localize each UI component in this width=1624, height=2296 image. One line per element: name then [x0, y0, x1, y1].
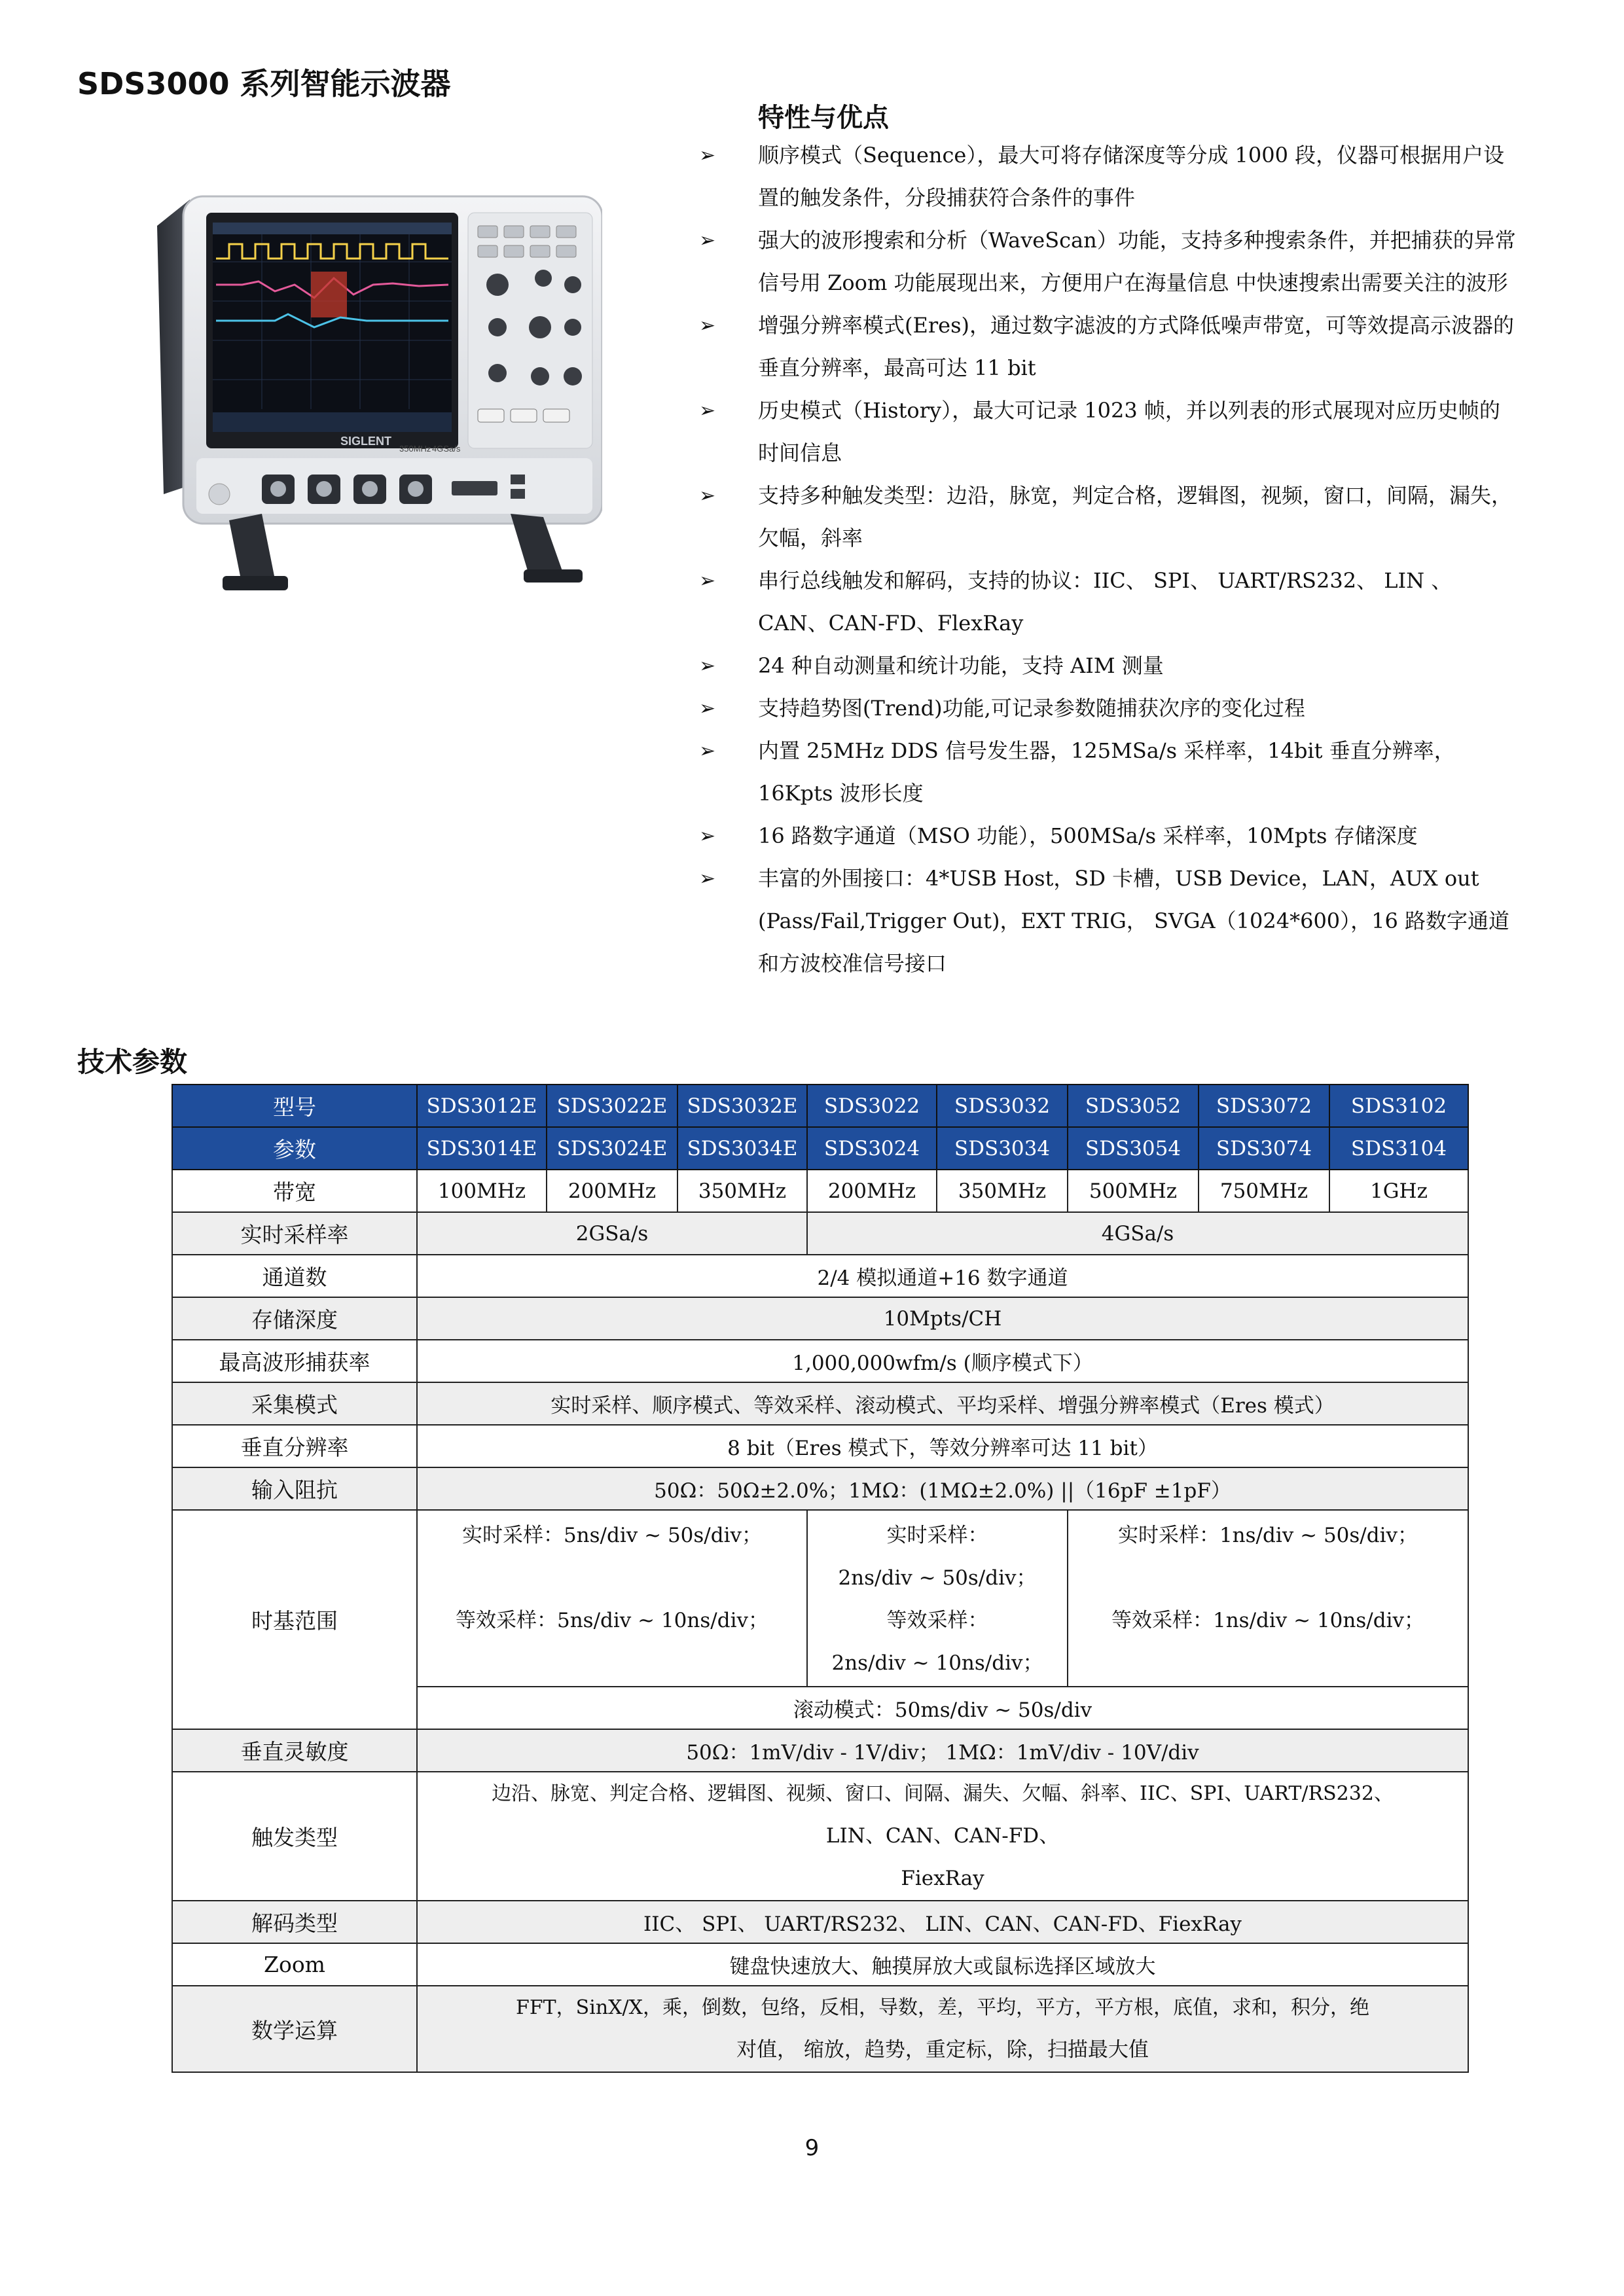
spec-heading: 技术参数 [77, 1046, 188, 1078]
table-row-timebase [172, 1510, 1468, 1687]
table-cell [417, 1772, 1468, 1901]
table-row-trigger-types [172, 1772, 1468, 1901]
feature-item [699, 134, 1521, 219]
table-row-channels [172, 1255, 1468, 1297]
table-row-vertical-sensitivity [172, 1729, 1468, 1772]
features-heading: 特性与优点 [758, 103, 889, 133]
table-cell: 200MHz [547, 1170, 677, 1212]
feature-item [699, 815, 1521, 857]
svg-text:4GSa/s: 4GSa/s [432, 444, 461, 454]
feature-text: 内置 25MHz DDS 信号发生器，125MSa/s 采样率，14bit 垂直分辨率，16Kpts 波形长度 [758, 738, 1455, 806]
row-label: 时基范围 [172, 1510, 417, 1729]
feature-item [699, 560, 1521, 645]
feature-item [699, 389, 1521, 475]
cell-line: 实时采样：5ns/div ~ 50s/div； [461, 1524, 763, 1547]
row-label: 最高波形捕获率 [172, 1340, 417, 1382]
table-cell: SDS3012E [417, 1085, 547, 1127]
oscilloscope-product-image [144, 187, 602, 612]
timebase-col-2 [807, 1510, 1068, 1687]
table-row-model [172, 1085, 1468, 1127]
cell-line: FFT，SinX/X，乘，倒数，包络，反相，导数，差，平均，平方，平方根，底值，求和，积分，绝 [516, 1996, 1369, 2019]
table-cell: 10Mpts/CH [417, 1297, 1468, 1340]
cell-line: 实时采样：1ns/div ~ 50s/div； [1117, 1524, 1418, 1547]
feature-item [699, 687, 1521, 730]
feature-item [699, 645, 1521, 687]
arrow-bullet-icon: ➢ [699, 144, 716, 167]
feature-item [699, 304, 1521, 389]
cell-line [418, 1642, 806, 1685]
table-cell: SDS3022E [547, 1085, 677, 1127]
table-cell: 键盘快速放大、触摸屏放大或鼠标选择区域放大 [417, 1943, 1468, 1986]
arrow-bullet-icon: ➢ [699, 314, 716, 337]
table-cell: SDS3072 [1199, 1085, 1329, 1127]
cell-line: 等效采样：1ns/div ~ 10ns/div； [1111, 1609, 1425, 1632]
table-cell [417, 1986, 1468, 2072]
row-label: 通道数 [172, 1255, 417, 1297]
feature-text: 支持趋势图(Trend)功能,可记录参数随捕获次序的变化过程 [758, 696, 1305, 721]
table-cell: 4GSa/s [807, 1212, 1468, 1255]
arrow-bullet-icon: ➢ [699, 740, 716, 762]
table-cell: 100MHz [417, 1170, 547, 1212]
feature-text: 串行总线触发和解码，支持的协议：IIC、 SPI、 UART/RS232、 LIN 、CAN、CAN-FD、FlexRay [758, 568, 1453, 636]
arrow-bullet-icon: ➢ [699, 697, 716, 720]
table-cell: 滚动模式：50ms/div ~ 50s/div [417, 1687, 1468, 1729]
table-row-param [172, 1127, 1468, 1170]
table-cell: SDS3032 [937, 1085, 1068, 1127]
table-cell: SDS3034E [677, 1127, 807, 1170]
table-cell: SDS3024 [807, 1127, 937, 1170]
row-label: 采集模式 [172, 1382, 417, 1425]
table-cell: SDS3074 [1199, 1127, 1329, 1170]
table-row-impedance [172, 1467, 1468, 1510]
table-cell: SDS3034 [937, 1127, 1068, 1170]
cell-line: 等效采样： [886, 1609, 988, 1632]
table-cell: 500MHz [1068, 1170, 1199, 1212]
cell-line: 边沿、脉宽、判定合格、逻辑图、视频、窗口、间隔、漏失、欠幅、斜率、IIC、SPI、UART/RS232、 [492, 1782, 1394, 1805]
feature-text: 顺序模式（Sequence），最大可将存储深度等分成 1000 段，仪器可根据用户设置的触发条件，分段捕获符合条件的事件 [758, 143, 1505, 210]
feature-list [699, 134, 1521, 985]
cell-line: 实时采样： [886, 1524, 988, 1547]
table-cell: 1,000,000wfm/s (顺序模式下） [417, 1340, 1468, 1382]
table-cell: SDS3014E [417, 1127, 547, 1170]
table-row-bandwidth [172, 1170, 1468, 1212]
arrow-bullet-icon: ➢ [699, 867, 716, 890]
arrow-bullet-icon: ➢ [699, 655, 716, 677]
cell-line: 2ns/div ~ 50s/div； [838, 1566, 1037, 1590]
table-cell: SDS3022 [807, 1085, 937, 1127]
table-row-sample-rate [172, 1212, 1468, 1255]
svg-text:350MHz: 350MHz [399, 444, 431, 454]
row-label: 参数 [172, 1127, 417, 1170]
feature-item [699, 475, 1521, 560]
page-number: 9 [804, 2135, 820, 2161]
cell-line: FiexRay [901, 1867, 984, 1890]
feature-text: 强大的波形搜索和分析（WaveScan）功能，支持多种搜索条件，并把捕获的异常信号用 Zoom 功能展现出来，方便用户在海量信息 中快速搜索出需要关注的波形 [758, 228, 1516, 295]
cell-line [1068, 1642, 1468, 1685]
table-cell: 1GHz [1329, 1170, 1468, 1212]
row-label: 存储深度 [172, 1297, 417, 1340]
row-label: 垂直分辨率 [172, 1425, 417, 1467]
table-cell: SDS3054 [1068, 1127, 1199, 1170]
cell-line: 2ns/div ~ 10ns/div； [831, 1651, 1043, 1675]
feature-text: 历史模式（History），最大可记录 1023 帧，并以列表的形式展现对应历史帧的时间信息 [758, 398, 1500, 465]
table-cell: 实时采样、顺序模式、等效采样、滚动模式、平均采样、增强分辨率模式（Eres 模式） [417, 1382, 1468, 1425]
row-label: 型号 [172, 1085, 417, 1127]
table-cell: 50Ω：1mV/div - 1V/div； 1MΩ：1mV/div - 10V/div [417, 1729, 1468, 1772]
table-cell: IIC、 SPI、 UART/RS232、 LIN、CAN、CAN-FD、FiexRay [417, 1901, 1468, 1943]
table-row-zoom [172, 1943, 1468, 1986]
svg-text:SIGLENT: SIGLENT [340, 435, 392, 448]
row-label: 数学运算 [172, 1986, 417, 2072]
table-cell: 2/4 模拟通道+16 数字通道 [417, 1255, 1468, 1297]
feature-item [699, 730, 1521, 815]
table-cell: 200MHz [807, 1170, 937, 1212]
table-cell: SDS3104 [1329, 1127, 1468, 1170]
table-row-capture-rate [172, 1340, 1468, 1382]
table-cell: 8 bit（Eres 模式下，等效分辨率可达 11 bit） [417, 1425, 1468, 1467]
table-cell: 350MHz [937, 1170, 1068, 1212]
cell-line [1068, 1557, 1468, 1600]
feature-item [699, 857, 1521, 985]
arrow-bullet-icon: ➢ [699, 399, 716, 422]
table-cell: SDS3052 [1068, 1085, 1199, 1127]
table-cell: 750MHz [1199, 1170, 1329, 1212]
table-cell: SDS3102 [1329, 1085, 1468, 1127]
arrow-bullet-icon: ➢ [699, 484, 716, 507]
timebase-col-3 [1068, 1510, 1468, 1687]
cell-line: 对值， 缩放，趋势，重定标，除，扫描最大值 [736, 2038, 1149, 2062]
table-cell: SDS3024E [547, 1127, 677, 1170]
cell-line: LIN、CAN、CAN-FD、 [825, 1824, 1060, 1848]
table-row-math [172, 1986, 1468, 2072]
row-label: 实时采样率 [172, 1212, 417, 1255]
table-cell: SDS3032E [677, 1085, 807, 1127]
feature-text: 16 路数字通道（MSO 功能），500MSa/s 采样率，10Mpts 存储深度 [758, 823, 1418, 848]
arrow-bullet-icon: ➢ [699, 229, 716, 252]
feature-text: 支持多种触发类型：边沿，脉宽，判定合格，逻辑图，视频，窗口，间隔，漏失，欠幅，斜率 [758, 483, 1513, 550]
table-row-memory [172, 1297, 1468, 1340]
table-row-decode-types [172, 1901, 1468, 1943]
table-row-vertical-resolution [172, 1425, 1468, 1467]
row-label: 解码类型 [172, 1901, 417, 1943]
row-label: 垂直灵敏度 [172, 1729, 417, 1772]
table-row-acq-mode [172, 1382, 1468, 1425]
timebase-col-1 [417, 1510, 807, 1687]
table-cell: 350MHz [677, 1170, 807, 1212]
row-label: 带宽 [172, 1170, 417, 1212]
cell-line: 等效采样：5ns/div ~ 10ns/div； [455, 1609, 769, 1632]
feature-item [699, 219, 1521, 304]
feature-text: 24 种自动测量和统计功能，支持 AIM 测量 [758, 653, 1164, 678]
row-label: 触发类型 [172, 1772, 417, 1901]
arrow-bullet-icon: ➢ [699, 569, 716, 592]
table-cell: 50Ω：50Ω±2.0%；1MΩ：(1MΩ±2.0%) ||（16pF ±1pF） [417, 1467, 1468, 1510]
feature-text: 丰富的外围接口：4*USB Host，SD 卡槽，USB Device，LAN，AUX out (Pass/Fail,Trigger Out)，EXT TRIG， SVGA（1024*600），16 路数字通道和方波校准信号接口 [758, 866, 1510, 976]
page-title: SDS3000 系列智能示波器 [77, 66, 451, 101]
arrow-bullet-icon: ➢ [699, 825, 716, 848]
table-cell: 2GSa/s [417, 1212, 807, 1255]
feature-text: 增强分辨率模式(Eres)，通过数字滤波的方式降低噪声带宽，可等效提高示波器的垂直分辨率，最高可达 11 bit [758, 313, 1514, 380]
cell-line [418, 1557, 806, 1600]
spec-table [171, 1084, 1469, 2073]
row-label: 输入阻抗 [172, 1467, 417, 1510]
row-label: Zoom [172, 1943, 417, 1986]
